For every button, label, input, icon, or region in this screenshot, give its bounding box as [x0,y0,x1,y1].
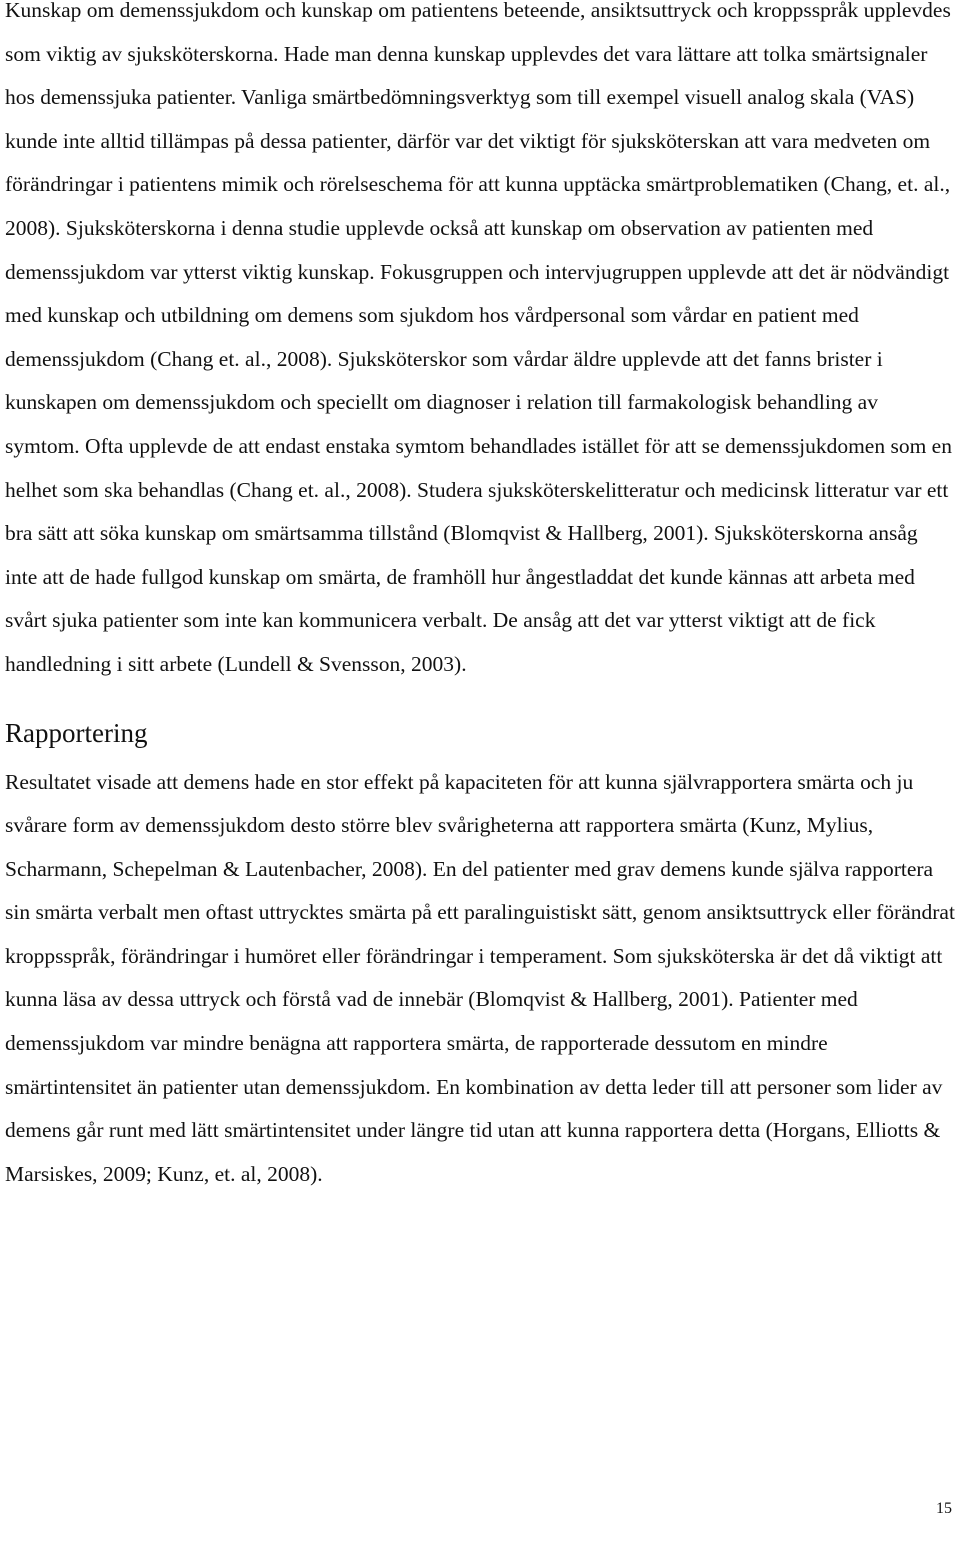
section-heading: Rapportering [5,717,148,748]
body-paragraph-reporting: Resultatet visade att demens hade en stor effekt på kapaciteten för att kunna självrapportera smärta och ju svårare form av demenssjukdom desto större blev svårigheterna att rapportera smärta (Kunz, Mylius, Scharmann, Schepelman & Lautenbacher, 2008). En del patienter med grav demens kunde själva rapportera sin smärta verbalt men oftast uttrycktes smärta på ett paralinguistiskt sätt, genom ansiktsuttryck eller förändrat kroppsspråk, förändringar i humöret eller förändringar i temperament. Som sjuksköterska är det då viktigt att kunna läsa av dessa uttryck och förstå vad de innebär (Blomqvist & Hallberg, 2001). Patienter med demenssjukdom var mindre benägna att rapportera smärta, de rapporterade dessutom en mindre smärtintensitet än patienter utan demenssjukdom. En kombination av detta leder till att personer som lider av demens går runt med lätt smärtintensitet under längre tid utan att kunna rapportera detta (Horgans, Elliotts & Marsiskes, 2009; Kunz, et. al, 2008). [5,769,955,1186]
page-number: 15 [936,1500,952,1517]
body-paragraph-knowledge: Kunskap om demenssjukdom och kunskap om patientens beteende, ansiktsuttryck och kroppsspråk upplevdes som viktig av sjuksköterskorna. Hade man denna kunskap upplevdes det vara lättare att tolka smärtsignaler hos demenssjuka patienter. Vanliga smärtbedömningsverktyg som till exempel visuell analog skala (VAS) kunde inte alltid tillämpas på dessa patienter, därför var det viktigt för sjuksköterskan att vara medveten om förändringar i patientens mimik och rörelseschema för att kunna upptäcka smärtproblematiken (Chang, et. al., 2008). Sjuksköterskorna i denna studie upplevde också att kunskap om observation av patienten med demenssjukdom var ytterst viktig kunskap. Fokusgruppen och intervjugruppen upplevde att det är nödvändigt med kunskap och utbildning om demens som sjukdom hos vårdpersonal som vårdar en patient med demenssjukdom (Chang et. al., 2008). Sjuksköterskor som vårdar äldre upplevde att det fanns brister i kunskapen om demenssjukdom och speciellt om diagnoser i relation till farmakologisk behandling av symtom. Ofta upplevde de att endast enstaka symtom behandlades istället för att se demenssjukdomen som en helhet som ska behandlas (Chang et. al., 2008). Studera sjuksköterskelitteratur och medicinsk litteratur var ett bra sätt att söka kunskap om smärtsamma tillstånd (Blomqvist & Hallberg, 2001). Sjuksköterskorna ansåg inte att de hade fullgod kunskap om smärta, de framhöll hur ångestladdat det kunde kännas att arbeta med svårt sjuka patienter som inte kan kommunicera verbalt. De ansåg att det var ytterst viktigt att de fick handledning i sitt arbete (Lundell & Svensson, 2003). [5,0,952,676]
document-page [5,0,955,1196]
